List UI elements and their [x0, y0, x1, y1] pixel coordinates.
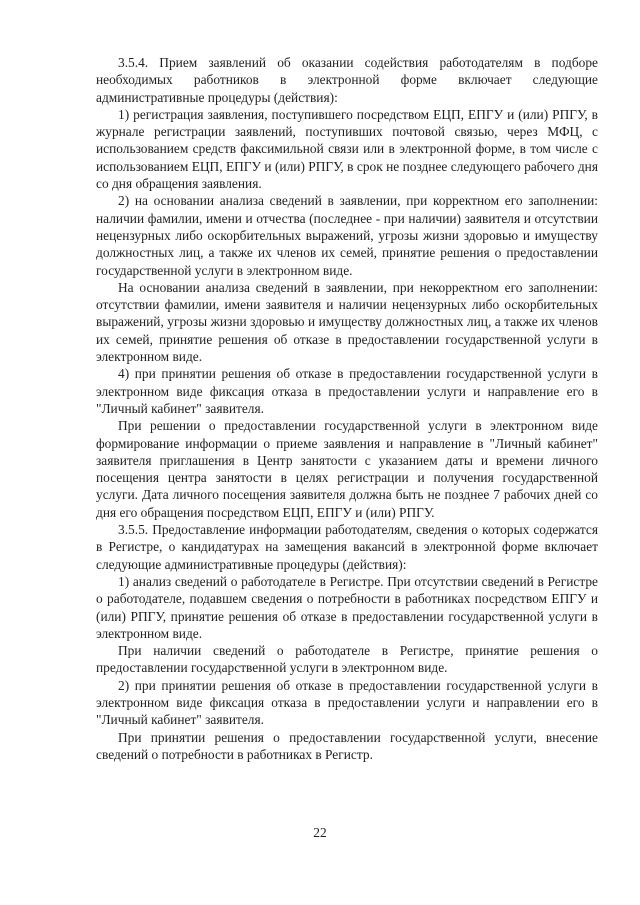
- paragraph-invitation: При решении о предоставлении государственной услуги в электронном виде формирование информации о приеме заявления и направление в "Личный кабинет" заявителя приглашения в Центр занятости с указанием даты и времени личного посещения центра занятости в целях регистрации и получения государственной услуги. Дата личного посещения заявителя должна быть не позднее 7 рабочих дней со дня его обращения посредством ЕЦП, ЕПГУ и (или) РПГУ.: [96, 418, 598, 520]
- paragraph-incorrect-analysis: На основании анализа сведений в заявлении, при некорректном его заполнении: отсутствии фамилии, имени заявителя и наличии нецензурных либо оскорбительных выражений, угрозы жизни здоровью и имуществу должностных лиц, а также их членов их семей, принятие решения об отказе в предоставлении государственной услуги в электронном виде.: [96, 279, 598, 365]
- paragraph-item-2-correct-analysis: 2) на основании анализа сведений в заявлении, при корректном его заполнении: наличии фамилии, имени и отчества (последнее - при наличии) заявителя и отсутствии нецензурных либо оскорбительных выражений, угрозы жизни здоровью и имуществу должностных лиц, а также их членов их семей, принятие решения о предоставлении государственной услуги в электронном виде.: [96, 193, 598, 278]
- paragraph-3-5-4-heading: 3.5.4. Прием заявлений об оказании содействия работодателям в подборе необходимых работников в электронной форме включает следующие административные процедуры (действия):: [96, 55, 598, 105]
- paragraph-registry-entry: При принятии решения о предоставлении государственной услуги, внесение сведений о потребности в работниках в Регистр.: [96, 729, 598, 762]
- paragraph-item-2-refusal: 2) при принятии решения об отказе в предоставлении государственной услуги в электронном виде фиксация отказа в предоставлении услуги и направлении его в "Личный кабинет" заявителя.: [96, 677, 598, 728]
- paragraph-registry-present: При наличии сведений о работодателе в Регистре, принятие решения о предоставлении государственной услуги в электронном виде.: [96, 643, 598, 676]
- paragraph-3-5-5-heading: 3.5.5. Предоставление информации работодателям, сведения о которых содержатся в Регистре, о кандидатурах на замещения вакансий в электронной форме включает следующие административные процедуры (действия):: [96, 522, 598, 572]
- paragraph-item-4-refusal: 4) при принятии решения об отказе в предоставлении государственной услуги в электронном виде фиксация отказа в предоставлении услуги и направление его в "Личный кабинет" заявителя.: [96, 366, 598, 416]
- paragraph-item-1-registration: 1) регистрация заявления, поступившего посредством ЕЦП, ЕПГУ и (или) РПГУ, в журнале регистрации заявлений, поступивших почтовой связью, через МФЦ, с использованием средств факсимильной связи или в электронной форме, в том числе с использованием ЕЦП, ЕПГУ и (или) РПГУ, в срок не позднее следующего рабочего дня со дня обращения заявления.: [96, 106, 598, 192]
- document-body: [96, 54, 598, 763]
- page-number: 22: [313, 825, 327, 840]
- paragraph-item-1-registry-analysis: 1) анализ сведений о работодателе в Регистре. При отсутствии сведений в Регистре о работодателе, подавшем сведения о потребности в работниках посредством ЕПГУ и (или) РПГУ, принятие решения об отказе в предоставлении государственной услуги в электронном виде.: [96, 573, 598, 641]
